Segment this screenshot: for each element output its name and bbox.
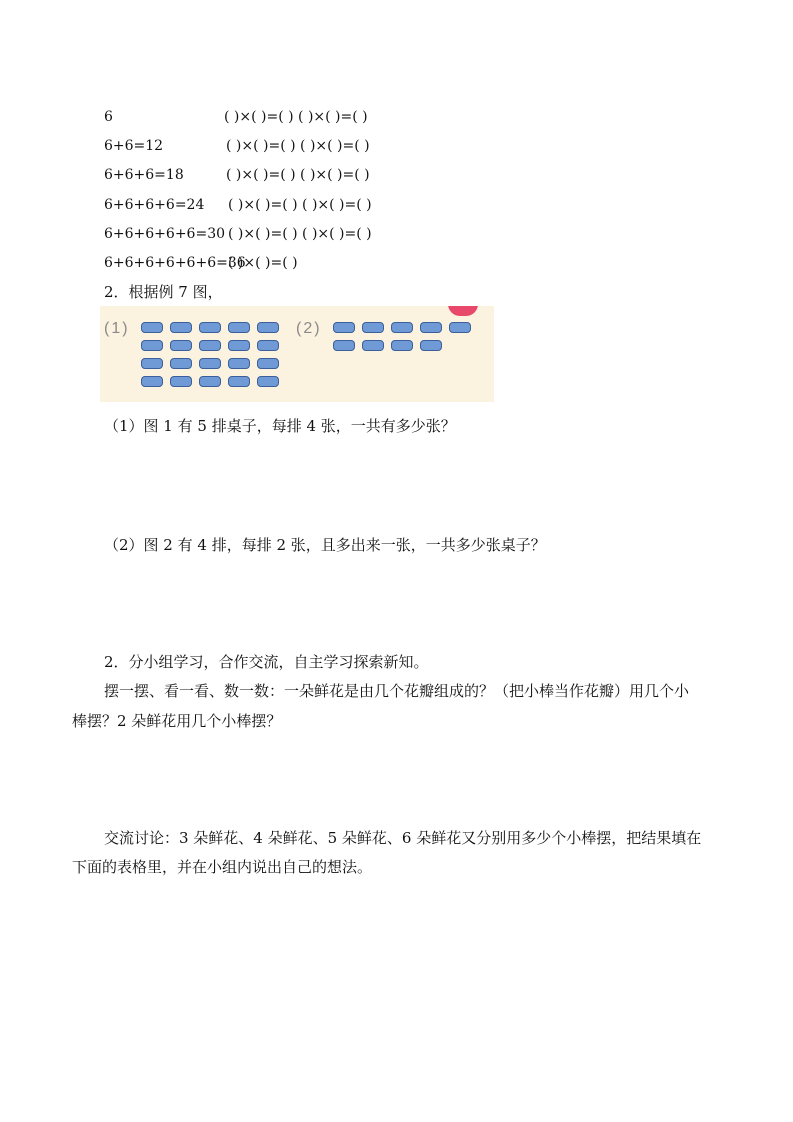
desk — [141, 376, 163, 387]
desk — [141, 340, 163, 351]
desk — [391, 340, 413, 351]
desk — [228, 322, 250, 333]
desk — [449, 322, 471, 333]
figure-2-label: (2) — [296, 320, 322, 337]
question-1: （1）图 1 有 5 排桌子，每排 4 张，一共有多少张？ — [104, 417, 456, 435]
figure-1-label: (1) — [104, 320, 130, 337]
equation-left: 6 — [104, 109, 113, 125]
desk — [333, 322, 355, 333]
desk — [170, 322, 192, 333]
desk — [228, 358, 250, 369]
question-2: （2）图 2 有 4 排，每排 2 张，且多出来一张，一共多少张桌子？ — [104, 536, 546, 554]
desk — [199, 358, 221, 369]
desk — [170, 340, 192, 351]
desk — [228, 340, 250, 351]
equation-left: 6+6+6+6+6+6=36 — [104, 255, 246, 271]
desk — [170, 376, 192, 387]
equation-blanks: ( )×( )=( ) ( )×( )=( ) — [228, 226, 372, 242]
desk — [257, 322, 279, 333]
equation-blanks: ( )×( )=( ) ( )×( )=( ) — [226, 138, 370, 154]
equation-blanks: ( )×( )=( ) ( )×( )=( ) — [228, 197, 372, 213]
section-heading-2: 2．分小组学习，合作交流，自主学习探索新知。 — [104, 653, 429, 671]
desk — [257, 358, 279, 369]
desk — [199, 340, 221, 351]
desk — [228, 376, 250, 387]
desk — [362, 340, 384, 351]
desk — [141, 322, 163, 333]
desk — [141, 358, 163, 369]
equation-left: 6+6+6=18 — [104, 167, 184, 183]
desk — [420, 322, 442, 333]
paragraph-1-line-2: 棒摆？2 朵鲜花用几个小棒摆？ — [72, 712, 282, 730]
paragraph-2-line-1: 交流讨论：3 朵鲜花、4 朵鲜花、5 朵鲜花、6 朵鲜花又分别用多少个小棒摆，把结果填在 — [104, 829, 702, 847]
desk — [362, 322, 384, 333]
equation-left: 6+6+6+6+6=30 — [104, 226, 226, 242]
equation-left: 6+6=12 — [104, 138, 164, 154]
equation-blanks: ( )×( )=( ) — [228, 255, 298, 271]
desk — [170, 358, 192, 369]
decorative-tab — [448, 306, 478, 316]
section-heading: 2．根据例 7 图， — [104, 283, 223, 301]
desk — [391, 322, 413, 333]
equation-left: 6+6+6+6=24 — [104, 197, 205, 213]
desk — [257, 376, 279, 387]
paragraph-2-line-2: 下面的表格里，并在小组内说出自己的想法。 — [72, 858, 373, 876]
equation-blanks: ( )×( )=( ) ( )×( )=( ) — [224, 109, 368, 125]
paragraph-1-line-1: 摆一摆、看一看、数一数：一朵鲜花是由几个花瓣组成的？（把小棒当作花瓣）用几个小 — [104, 682, 690, 700]
desk-illustration — [100, 306, 494, 402]
desk — [333, 340, 355, 351]
desk — [420, 340, 442, 351]
desk — [199, 322, 221, 333]
desk — [257, 340, 279, 351]
equation-blanks: ( )×( )=( ) ( )×( )=( ) — [226, 167, 370, 183]
desk — [199, 376, 221, 387]
